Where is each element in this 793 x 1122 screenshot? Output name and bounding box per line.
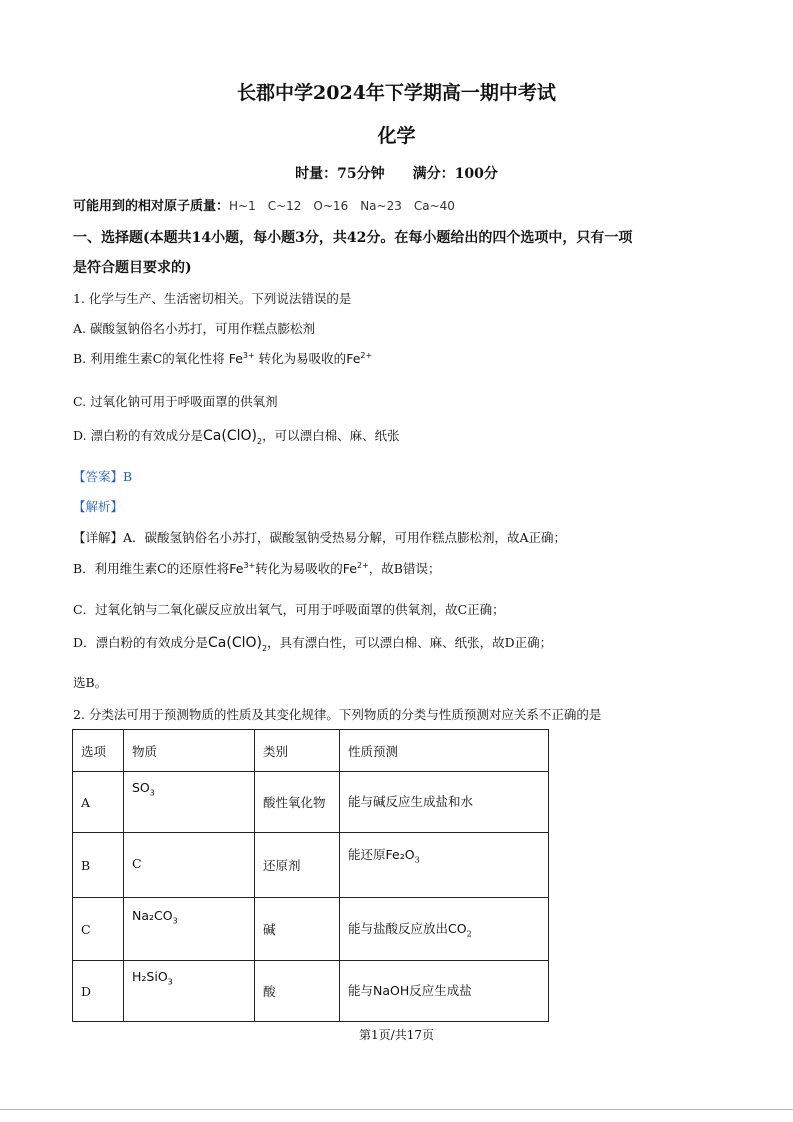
q1-detail-b: B．利用维生素C的还原性将$Fe^{3+}$转化为易吸收的$Fe^{2+}$，故B错误； (73, 560, 441, 576)
q1-b-pre: B. 利用维生素C的氧化性将 (73, 351, 225, 366)
q1-detail-b-ion1: $Fe^{3+}$ (229, 560, 256, 576)
table-header-row (73, 730, 549, 772)
page-number: 第1页/共17页 (359, 1028, 434, 1042)
category-cell: 还原剂 (255, 833, 340, 898)
category-cell: 碱 (255, 898, 340, 961)
q1-analysis-label: 【解析】 (73, 499, 124, 514)
q1-b-ion2: $Fe^{2+}$ (346, 350, 373, 366)
q1-answer: 【答案】B (73, 469, 133, 484)
substance-cell: H₂SiO$_3$ (124, 961, 255, 1022)
section-heading-line2: 是符合题目要求的) (73, 260, 192, 276)
q2-options-table (72, 729, 549, 1022)
category-cell: 酸性氧化物 (255, 772, 340, 833)
q1-d-post: ，可以漂白棉、麻、纸张 (262, 428, 400, 443)
q1-d-pre: D. 漂白粉的有效成分是 (73, 428, 204, 443)
q1-stem: 1. 化学与生产、生活密切相关。下列说法错误的是 (73, 291, 352, 306)
time-score-line: 时量：75分钟 满分：100分 (295, 166, 498, 182)
prediction-cell: 能与NaOH反应生成盐 (340, 961, 549, 1022)
option-cell: B (73, 833, 124, 898)
page-bottom-divider (0, 1109, 793, 1110)
q1-d-formula: $Ca(ClO)_2$ (203, 428, 263, 446)
table-row (73, 833, 549, 898)
atomic-mass-label: 可能用到的相对原子质量： (73, 199, 230, 214)
option-cell: A (73, 772, 124, 833)
subject-title: 化学 (377, 125, 416, 147)
q1-detail-d: D．漂白粉的有效成分是$Ca(ClO)_2$，具有漂白性，可以漂白棉、麻、纸张，故D正确； (73, 635, 553, 653)
prediction-cell: 能与盐酸反应放出$CO_2$ (340, 898, 549, 961)
table-row (73, 961, 549, 1022)
header-cell: 性质预测 (340, 730, 549, 772)
q1-option-b (73, 349, 372, 367)
q1-detail-d-formula: $Ca(ClO)_2$ (208, 635, 268, 653)
atomic-mass-line (73, 195, 455, 214)
prediction-cell: 能与碱反应生成盐和水 (340, 772, 549, 833)
q1-b-mid: 转化为易吸收的 (258, 351, 347, 366)
q1-conclusion: 选B。 (73, 675, 108, 690)
category-cell: 酸 (255, 961, 340, 1022)
q2-stem: 2. 分类法可用于预测物质的性质及其变化规律。下列物质的分类与性质预测对应关系不正确的是 (73, 707, 602, 722)
q1-detail-b-ion2: $Fe^{2+}$ (342, 560, 369, 576)
q1-option-d (73, 426, 400, 446)
q1-option-c: C. 过氧化钠可用于呼吸面罩的供氧剂 (73, 394, 278, 409)
substance-cell: $SO_3$ (124, 772, 255, 833)
option-cell: D (73, 961, 124, 1022)
table-row (73, 898, 549, 961)
header-cell: 物质 (124, 730, 255, 772)
q1-b-ion1: $Fe^{3+}$ (228, 350, 255, 366)
option-cell: C (73, 898, 124, 961)
exam-title: 长郡中学2024年下学期高一期中考试 (237, 82, 556, 104)
q1-option-a: A. 碳酸氢钠俗名小苏打，可用作糕点膨松剂 (73, 321, 315, 336)
substance-cell: $Na_2CO_3$ (124, 898, 255, 961)
prediction-cell: 能还原$Fe_2O_3$ (340, 833, 549, 898)
q1-detail-a: 【详解】A．碳酸氢钠俗名小苏打，碳酸氢钠受热易分解，可用作糕点膨松剂，故A正确； (73, 530, 567, 545)
atomic-mass-values: H~1 C~12 O~16 Na~23 Ca~40 (229, 199, 455, 213)
header-cell: 类别 (255, 730, 340, 772)
section-heading-line1: 一、选择题(本题共14小题，每小题3分，共42分。在每小题给出的四个选项中，只有一项 (73, 230, 633, 246)
table-row (73, 772, 549, 833)
substance-cell: C (124, 833, 255, 898)
header-cell: 选项 (73, 730, 124, 772)
q1-detail-c: C．过氧化钠与二氧化碳反应放出氧气，可用于呼吸面罩的供氧剂，故C正确； (73, 602, 505, 617)
